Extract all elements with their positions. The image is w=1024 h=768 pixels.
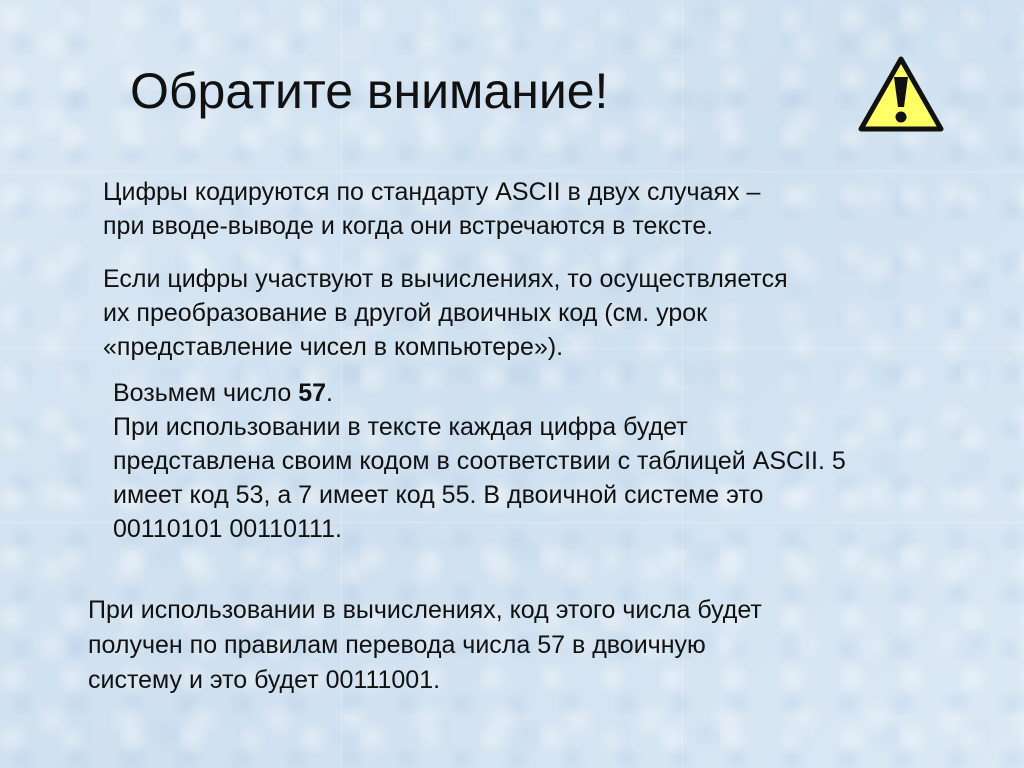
text-line: систему и это будет 00111001. xyxy=(88,666,441,694)
page-title: Обратите внимание! xyxy=(130,63,609,119)
paragraph-example-57 xyxy=(113,376,993,546)
text-line: Если цифры участвуют в вычислениях, то осуществляется xyxy=(103,265,788,293)
text-line: Цифры кодируются по стандарту ASCII в двух случаях – xyxy=(103,178,761,206)
background-seam xyxy=(0,171,1024,172)
text-line: имеет код 53, а 7 имеет код 55. В двоичной системе это xyxy=(113,481,764,509)
text-line: их преобразование в другой двоичных код (см. урок xyxy=(103,299,708,327)
text-line: При использовании в тексте каждая цифра будет xyxy=(113,413,688,441)
text-line: получен по правилам перевода числа 57 в двоичную xyxy=(88,631,706,659)
text-line: представлена своим кодом в соответствии с таблицей ASCII. 5 xyxy=(113,447,846,475)
text-line: при вводе-выводе и когда они встречаются в тексте. xyxy=(103,212,714,240)
text-line: 00110101 00110111. xyxy=(113,515,342,543)
paragraph-calculation-code xyxy=(88,593,908,698)
text-line: «представление чисел в компьютере»). xyxy=(103,333,564,361)
text-fragment: . xyxy=(326,379,333,407)
paragraph-calculation-conversion xyxy=(103,262,903,364)
paragraph-ascii-cases xyxy=(103,175,903,243)
text-fragment: Возьмем число xyxy=(113,379,299,407)
highlighted-number: 57 xyxy=(298,379,327,407)
text-line xyxy=(113,376,993,410)
warning-icon xyxy=(857,55,945,133)
text-line: При использовании в вычислениях, код этого числа будет xyxy=(88,596,762,624)
